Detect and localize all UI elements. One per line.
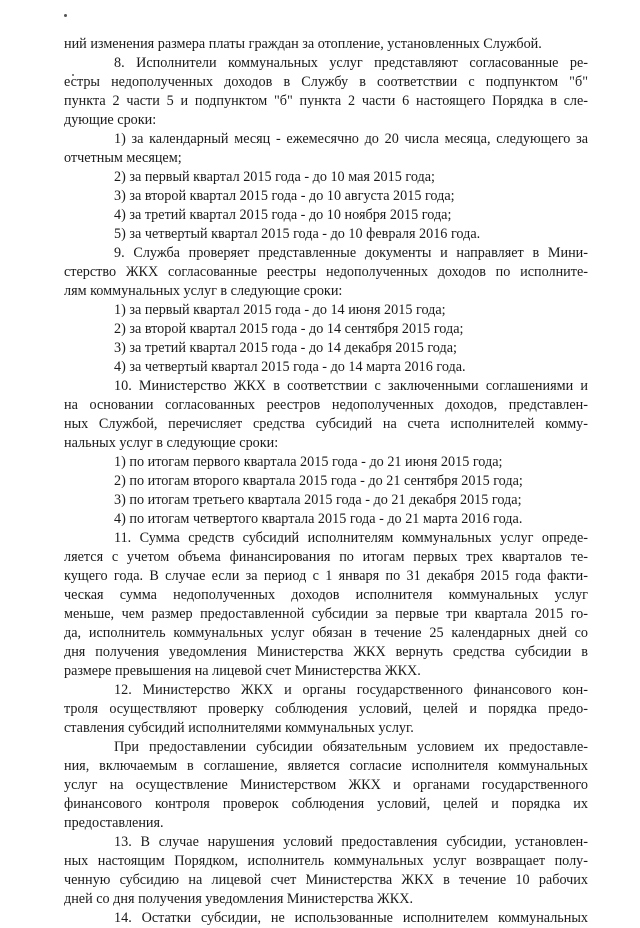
text-line: стерство ЖКХ согласованные реестры недополученных доходов по исполните-	[64, 264, 588, 280]
paragraph-start-line: При предоставлении субсидии обязательным условием их предоставле-	[114, 739, 588, 755]
list-item-line: 4) за четвертый квартал 2015 года - до 14 марта 2016 года.	[114, 359, 466, 375]
text-line: ческая сумма недополученных доходов исполнителя коммунальных услуг	[64, 587, 588, 603]
list-item-line: 3) по итогам третьего квартала 2015 года - до 21 декабря 2015 года;	[114, 492, 522, 508]
list-item-line: 4) по итогам четвертого квартала 2015 года - до 21 марта 2016 года.	[114, 511, 523, 527]
paragraph-start-line: 11. Сумма средств субсидий исполнителям коммунальных услуг опреде-	[114, 530, 588, 546]
text-line: ченную субсидию на лицевой счет Министерства ЖКХ в течение 10 рабочих	[64, 872, 588, 888]
document-body	[64, 35, 588, 928]
list-item-line: 3) за второй квартал 2015 года - до 10 августа 2015 года;	[114, 188, 455, 204]
paragraph-start-line: 9. Служба проверяет представленные документы и направляет в Мини-	[114, 245, 588, 261]
text-line: дней со дня получения уведомления Министерства ЖКХ.	[64, 891, 414, 907]
text-line: на основании согласованных реестров недополученных доходов, представлен-	[64, 397, 588, 413]
paragraph-start-line: 13. В случае нарушения условий предоставления субсидии, установлен-	[114, 834, 588, 850]
text-line: естры недополученных доходов в Службу в соответствии с подпунктом "б"	[64, 74, 588, 90]
list-item-line: 2) по итогам второго квартала 2015 года - до 21 сентября 2015 года;	[114, 473, 523, 489]
text-line: пункта 2 части 5 и подпунктом "б" пункта 2 части 6 настоящего Порядка в сле-	[64, 93, 588, 109]
text-line: ных настоящим Порядком, исполнитель коммунальных услуг возвращает полу-	[64, 853, 588, 869]
text-line: троля осуществляют проверку соблюдения условий, целей и порядка предо-	[64, 701, 588, 717]
paragraph-start-line: 10. Министерство ЖКХ в соответствии с заключенными соглашениями и	[114, 378, 588, 394]
text-line: ляется с учетом объема финансирования по итогам первых трех кварталов те-	[64, 549, 588, 565]
text-line: размере превышения на лицевой счет Министерства ЖКХ.	[64, 663, 421, 679]
list-item-line: 1) за первый квартал 2015 года - до 14 июня 2015 года;	[114, 302, 446, 318]
text-line: ния, включаемым в соглашение, является согласие исполнителя коммунальных	[64, 758, 588, 774]
text-line: да, исполнитель коммунальных услуг обязан в течение 25 календарных дней со	[64, 625, 588, 641]
paragraph-start-line: 14. Остатки субсидии, не использованные исполнителем коммунальных	[114, 910, 588, 926]
text-line: услуг на осуществление Министерством ЖКХ и органами государственного	[64, 777, 588, 793]
list-item-line: 4) за третий квартал 2015 года - до 10 ноября 2015 года;	[114, 207, 452, 223]
text-line: предоставления.	[64, 815, 164, 831]
text-line: меньше, чем размер предоставленной субсидии за первые три квартала 2015 го-	[64, 606, 588, 622]
text-line: лям коммунальных услуг в следующие сроки:	[64, 283, 343, 299]
text-line: ставления субсидий исполнителями коммунальных услуг.	[64, 720, 414, 736]
list-item-line: 3) за третий квартал 2015 года - до 14 декабря 2015 года;	[114, 340, 457, 356]
text-line: нальных услуг в следующие сроки:	[64, 435, 279, 451]
text-line: финансового контроля проверок соблюдения условий, целей и порядка их	[64, 796, 588, 812]
text-line: отчетным месяцем;	[64, 150, 182, 166]
text-line: дующие сроки:	[64, 112, 157, 128]
text-line: дня получения уведомления Министерства ЖКХ вернуть средства субсидии в	[64, 644, 588, 660]
scan-speck	[64, 14, 67, 17]
text-line: кущего года. В случае если за период с 1 января по 31 декабря 2015 года факти-	[64, 568, 588, 584]
list-item-line: 5) за четвертый квартал 2015 года - до 10 февраля 2016 года.	[114, 226, 481, 242]
paragraph-start-line: 12. Министерство ЖКХ и органы государственного финансового кон-	[114, 682, 588, 698]
paragraph-start-line: 8. Исполнители коммунальных услуг представляют согласованные ре-	[114, 55, 588, 71]
list-item-line: 2) за второй квартал 2015 года - до 14 сентября 2015 года;	[114, 321, 464, 337]
text-line: ний изменения размера платы граждан за отопление, установленных Службой.	[64, 36, 542, 52]
text-line: ных Службой, перечисляет средства субсидий на счета исполнителей комму-	[64, 416, 588, 432]
list-item-line: 2) за первый квартал 2015 года - до 10 мая 2015 года;	[114, 169, 435, 185]
list-item-line: 1) по итогам первого квартала 2015 года - до 21 июня 2015 года;	[114, 454, 503, 470]
list-item-line: 1) за календарный месяц - ежемесячно до 20 числа месяца, следующего за	[114, 131, 588, 147]
